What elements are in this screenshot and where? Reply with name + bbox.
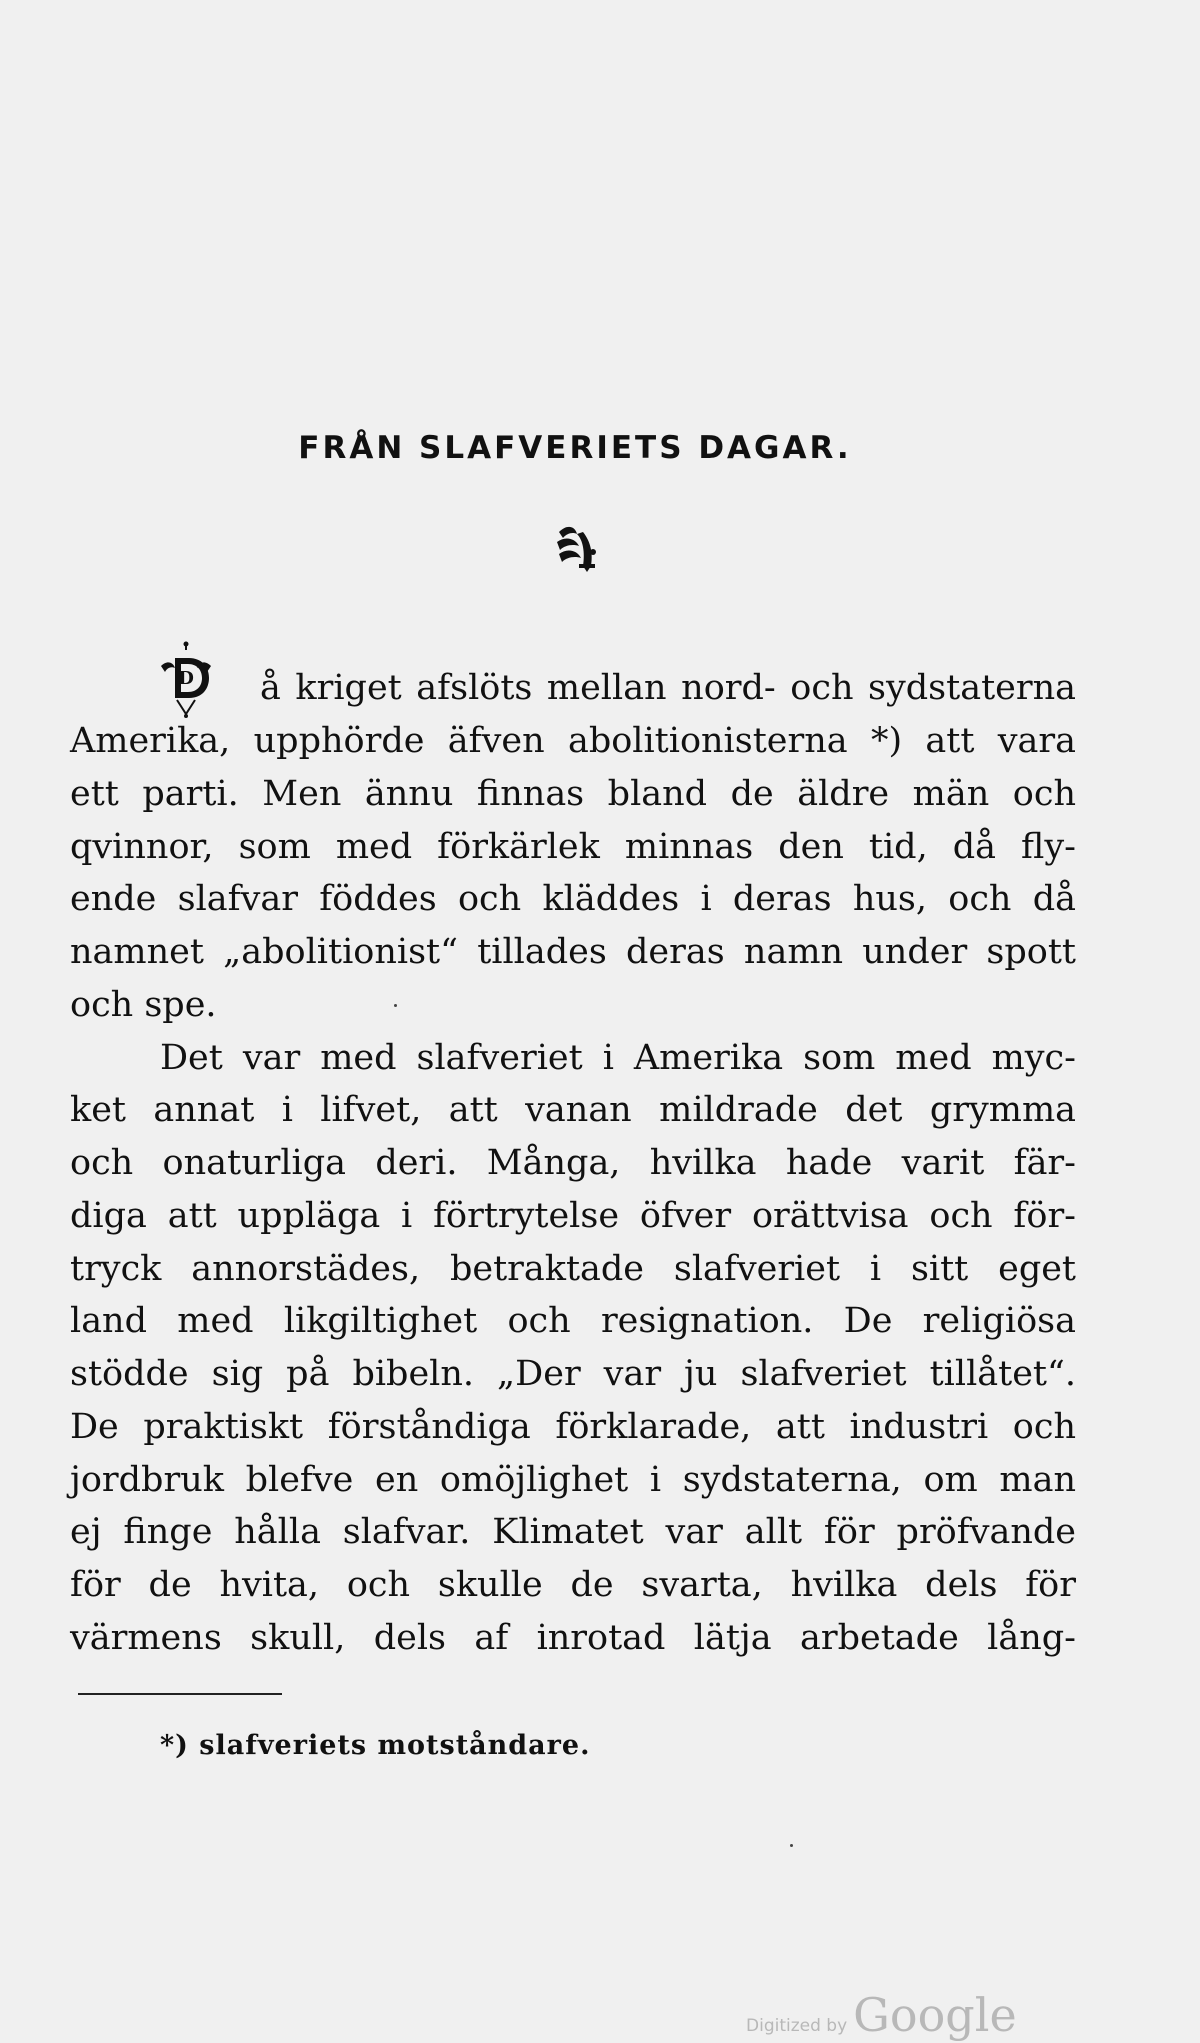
print-speck [790,1844,793,1847]
text-line: stödde sig på bibeln. „Der var ju slafveriet tillåtet“. [70,1354,1076,1394]
text-line: ej finge hålla slafvar. Klimatet var allt för pröfvande [70,1512,1076,1552]
footnote: *) slafveriets motståndare. [160,1730,591,1761]
dropcap-d [157,640,215,720]
text-line: De praktiskt förståndiga förklarade, att industri och [70,1407,1076,1447]
text-line: jordbruk blefve en omöjlighet i sydstaterna, om man [70,1460,1076,1500]
text-line: namnet „abolitionist“ tillades deras namn under spott [70,932,1076,972]
dropcap-letter: D [178,668,194,689]
text-line: qvinnor, som med förkärlek minnas den tid, då fly- [70,827,1076,867]
watermark-brand: Google [853,1988,1017,2042]
text-line: och spe. [70,985,217,1025]
text-line: Amerika, upphörde äfven abolitionisterna *) att vara [70,721,1076,761]
text-line: tryck annorstädes, betraktade slafveriet i sitt eget [70,1249,1076,1289]
digitized-watermark [746,1988,1017,2042]
watermark-prefix: Digitized by [746,2016,848,2036]
text-line: å kriget afslöts mellan nord- och sydstaterna [260,668,1076,708]
text-line: land med likgiltighet och resignation. De religiösa [70,1301,1076,1341]
footnote-divider [78,1693,282,1695]
text-line: för de hvita, och skulle de svarta, hvilka dels för [70,1565,1076,1605]
text-line: diga att uppläga i förtrytelse öfver orättvisa och för- [70,1196,1076,1236]
text-line: Det var med slafveriet i Amerika som med myc- [160,1038,1076,1078]
text-line: ende slafvar föddes och kläddes i deras hus, och då [70,879,1076,919]
text-line: ket annat i lifvet, att vanan mildrade det grymma [70,1090,1076,1130]
text-line: och onaturliga deri. Många, hvilka hade varit fär- [70,1143,1076,1183]
chapter-title: FRÅN SLAFVERIETS DAGAR. [298,430,852,466]
text-line: ett parti. Men ännu finnas bland de äldre män och [70,774,1076,814]
print-speck [394,1004,397,1007]
fleuron-icon [553,522,603,574]
text-line: värmens skull, dels af inrotad lätja arbetade lång- [70,1618,1076,1658]
